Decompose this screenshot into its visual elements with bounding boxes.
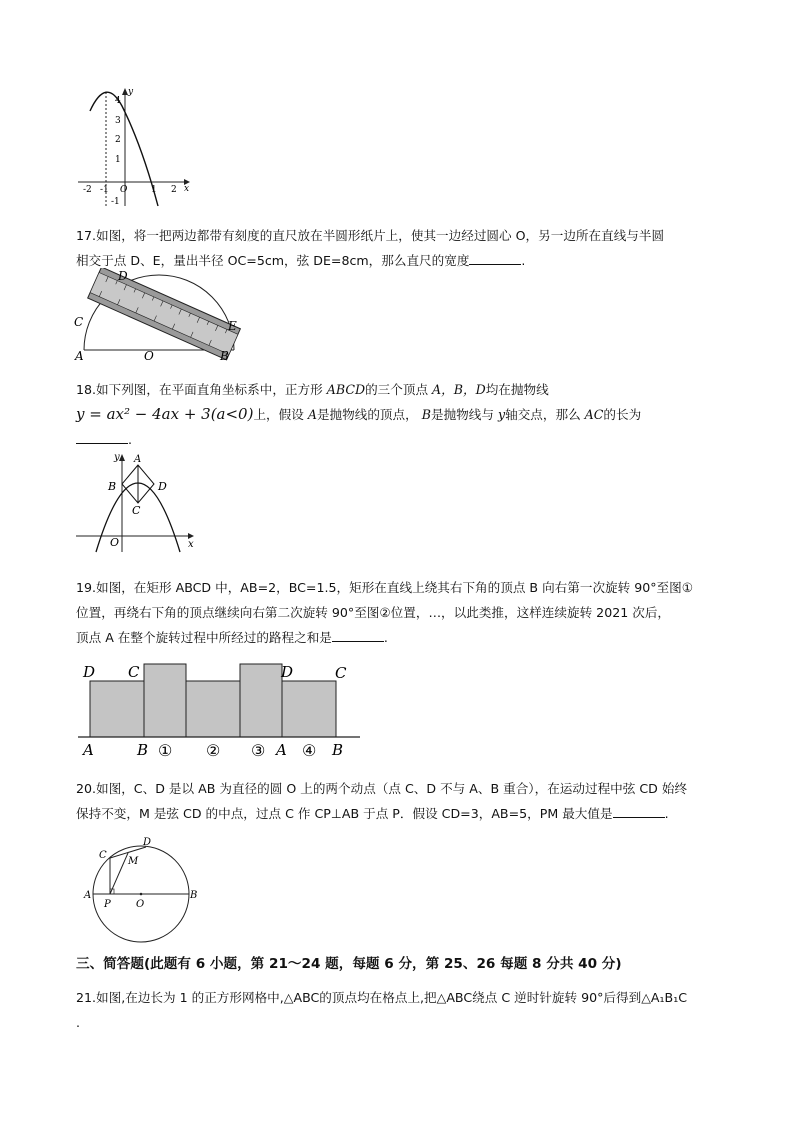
q21-line2: . bbox=[76, 1015, 81, 1030]
q20-line2: 保持不变，M 是弦 CD 的中点，过点 C 作 CP⊥AB 于点 P．假设 CD=3，AB=5，PM 最大值是 bbox=[76, 806, 613, 821]
q21-line1: 21.如图,在边长为 1 的正方形网格中,△ABC的顶点均在格点上,把△ABC绕点 C 逆时针旋转 90°后得到△A₁B₁C bbox=[76, 990, 688, 1005]
label-D: D bbox=[143, 837, 152, 848]
tick-x-origin: O bbox=[120, 185, 128, 195]
q19-end: . bbox=[383, 630, 388, 645]
q18-AC: AC bbox=[584, 407, 604, 422]
answer-blank-17[interactable] bbox=[469, 250, 521, 265]
label-O: O bbox=[136, 899, 145, 910]
label-B1: B bbox=[137, 741, 149, 759]
tick-y-4: 4 bbox=[115, 96, 121, 106]
tick-x-1: 1 bbox=[151, 185, 157, 195]
label-A2: A bbox=[276, 741, 287, 759]
label-C: C bbox=[99, 850, 107, 861]
q18-text-a: 18.如下列图，在平面直角坐标系中，正方形 bbox=[76, 382, 327, 397]
q18-A: A bbox=[307, 407, 317, 422]
tick-y-1: 1 bbox=[115, 155, 121, 165]
label-C: C bbox=[74, 315, 84, 329]
q17-line1: 17.如图，将一把两边都带有刻度的直尺放在半圆形纸片上，使其一边经过圆心 O，另一边所在直线与半圆 bbox=[76, 228, 665, 243]
answer-blank-18[interactable] bbox=[76, 429, 128, 444]
q19-line1: 19.如图，在矩形 ABCD 中，AB=2，BC=1.5，矩形在直线上绕其右下角的顶点 B 向右第一次旋转 90°至图① bbox=[76, 580, 694, 595]
label-circle-4: ④ bbox=[302, 741, 317, 760]
q17-line2: 相交于点 D、E，量出半径 OC=5cm，弦 DE=8cm，那么直尺的宽度 bbox=[76, 253, 470, 268]
answer-blank-19[interactable] bbox=[332, 627, 384, 642]
q18-text-b: 的三个顶点 bbox=[365, 382, 433, 397]
q18-equation: y = ax² − 4ax + 3(a<0) bbox=[76, 405, 254, 423]
label-A1: A bbox=[83, 741, 94, 759]
tick-x-neg2: -2 bbox=[83, 185, 92, 195]
y-axis-label: y bbox=[128, 87, 134, 97]
label-B: B bbox=[190, 890, 198, 901]
figure-18-square-parabola bbox=[72, 448, 200, 554]
q18-text-e: 是抛物线的顶点， bbox=[316, 407, 422, 422]
figure-20-circle bbox=[80, 832, 210, 944]
label-C2: C bbox=[335, 664, 347, 682]
q18-points: A，B，D bbox=[432, 382, 486, 397]
x-axis-label: x bbox=[184, 184, 190, 194]
question-19 bbox=[76, 575, 726, 650]
label-E: E bbox=[228, 319, 237, 333]
figure-19-rotating-rectangles bbox=[78, 658, 364, 762]
q18-y: y bbox=[497, 407, 506, 422]
q18-text-f: 是抛物线与 bbox=[430, 407, 498, 422]
label-circle-3: ③ bbox=[251, 741, 266, 760]
label-D: D bbox=[158, 480, 167, 493]
tick-x-neg1: -1 bbox=[100, 185, 109, 195]
label-C1: C bbox=[128, 663, 140, 681]
tick-y-2: 2 bbox=[115, 135, 121, 145]
q19-line3: 顶点 A 在整个旋转过程中所经过的路程之和是 bbox=[76, 630, 332, 645]
q18-end: . bbox=[128, 432, 133, 447]
label-A: A bbox=[134, 454, 142, 465]
q18-B: B bbox=[421, 407, 431, 422]
label-D: D bbox=[118, 269, 128, 283]
q18-text-d: 上，假设 bbox=[253, 407, 308, 422]
y-axis-label: y bbox=[114, 452, 120, 463]
q18-abcd: ABCD bbox=[326, 382, 366, 397]
label-B2: B bbox=[332, 741, 344, 759]
tick-x-2: 2 bbox=[171, 185, 177, 195]
figure-17-ruler-semicircle bbox=[72, 268, 252, 364]
q20-line1: 20.如图，C、D 是以 AB 为直径的圆 O 上的两个动点（点 C、D 不与 A、B 重合），在运动过程中弦 CD 始终 bbox=[76, 781, 688, 796]
q18-text-c: 均在抛物线 bbox=[485, 382, 549, 397]
q18-text-h: 的长为 bbox=[603, 407, 642, 422]
question-18 bbox=[76, 377, 726, 452]
q17-end: . bbox=[521, 253, 526, 268]
label-O: O bbox=[144, 349, 154, 363]
section-heading: 三、简答题(此题有 6 小题，第 21～24 题，每题 6 分，第 25、26 每题 8 分共 40 分) bbox=[76, 956, 622, 972]
label-O: O bbox=[110, 536, 120, 549]
q19-line2: 位置，再绕右下角的顶点继续向右第二次旋转 90°至图②位置，…，以此类推，这样连续旋转 2021 次后， bbox=[76, 605, 671, 620]
label-circle-1: ① bbox=[158, 741, 173, 760]
figure-16-parabola bbox=[72, 86, 192, 212]
tick-y-3: 3 bbox=[115, 116, 121, 126]
label-D1: D bbox=[83, 663, 96, 681]
label-C: C bbox=[132, 504, 141, 517]
question-20 bbox=[76, 776, 726, 826]
q20-end: . bbox=[664, 806, 669, 821]
label-D2: D bbox=[281, 663, 294, 681]
tick-y-neg1: -1 bbox=[111, 197, 120, 207]
label-A: A bbox=[75, 349, 84, 363]
question-17 bbox=[76, 223, 726, 273]
label-M: M bbox=[128, 856, 139, 867]
label-A: A bbox=[84, 890, 92, 901]
label-circle-2: ② bbox=[206, 741, 221, 760]
label-B: B bbox=[108, 480, 117, 493]
x-axis-label: x bbox=[188, 539, 194, 550]
answer-blank-20[interactable] bbox=[613, 803, 665, 818]
q18-text-g: 轴交点，那么 bbox=[505, 407, 585, 422]
question-21 bbox=[76, 985, 726, 1035]
label-P: P bbox=[104, 899, 111, 910]
label-B: B bbox=[220, 349, 229, 363]
